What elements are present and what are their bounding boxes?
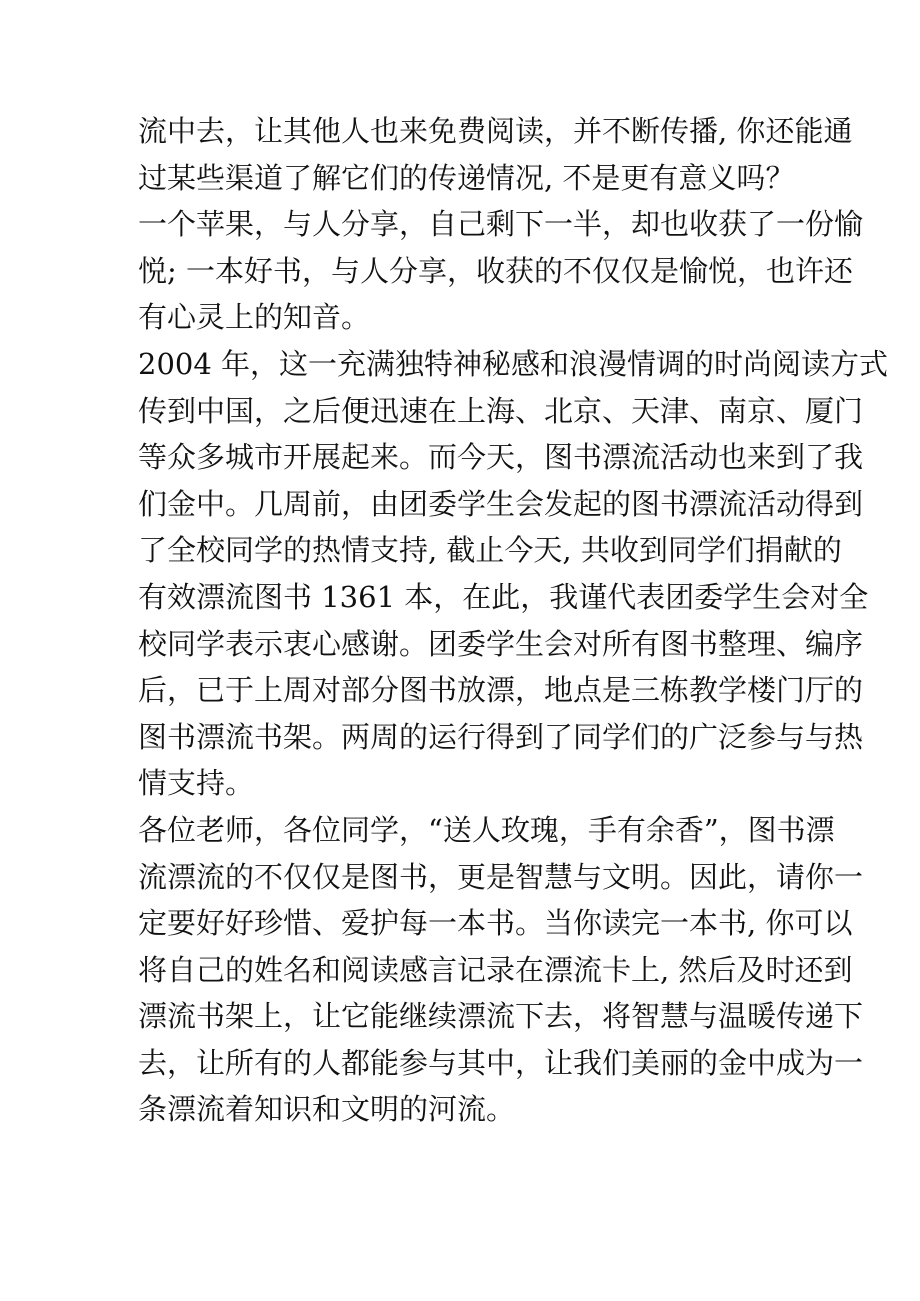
- text-line: 等众多城市开展起来。而今天，图书漂流活动也来到了我: [138, 440, 864, 475]
- text-line: 流漂流的不仅仅是图书，更是智慧与文明。因此，请你一: [138, 859, 864, 894]
- text-line: 将自己的姓名和阅读感言记录在漂流卡上, 然后及时还到: [138, 952, 853, 987]
- text-line: 流中去，让其他人也来免费阅读，并不断传播, 你还能通: [138, 114, 853, 148]
- text-line: 各位老师，各位同学，“送人玫瑰，手有余香”，图书漂: [138, 812, 835, 847]
- text-line: 悦; 一本好书，与人分享，收获的不仅仅是愉悦，也许还: [138, 253, 853, 288]
- text-line: 条漂流着知识和文明的河流。: [138, 1092, 516, 1127]
- text-line: 2004 年，这一充满独特神秘感和浪漫情调的时尚阅读方式: [138, 346, 889, 381]
- text-line: 情支持。: [138, 766, 255, 801]
- text-line: 去，让所有的人都能参与其中，让我们美丽的金中成为一: [138, 1045, 864, 1080]
- text-line: 漂流书架上，让它能继续漂流下去，将智慧与温暖传递下: [138, 999, 864, 1034]
- text-line: 过某些渠道了解它们的传递情况, 不是更有意义吗？: [138, 160, 795, 195]
- text-line: 校同学表示衷心感谢。团委学生会对所有图书整理、编序: [138, 626, 864, 661]
- body-text: [138, 108, 889, 1133]
- text-line: 后，已于上周对部分图书放漂，地点是三栋教学楼门厅的: [138, 673, 864, 708]
- text-line: 一个苹果，与人分享，自己剩下一半，却也收获了一份愉: [138, 207, 864, 242]
- text-line: 有效漂流图书 1361 本，在此，我谨代表团委学生会对全: [138, 579, 869, 614]
- text-line: 定要好好珍惜、爱护每一本书。当你读完一本书, 你可以: [138, 906, 853, 941]
- text-line: 了全校同学的热情支持, 截止今天, 共收到同学们捐献的: [138, 533, 842, 568]
- text-line: 传到中国，之后便迅速在上海、北京、天津、南京、厦门: [138, 393, 864, 428]
- text-line: 图书漂流书架。两周的运行得到了同学们的广泛参与与热: [138, 719, 864, 754]
- text-line: 有心灵上的知音。: [138, 300, 371, 335]
- text-line: 们金中。几周前，由团委学生会发起的图书漂流活动得到: [138, 486, 864, 521]
